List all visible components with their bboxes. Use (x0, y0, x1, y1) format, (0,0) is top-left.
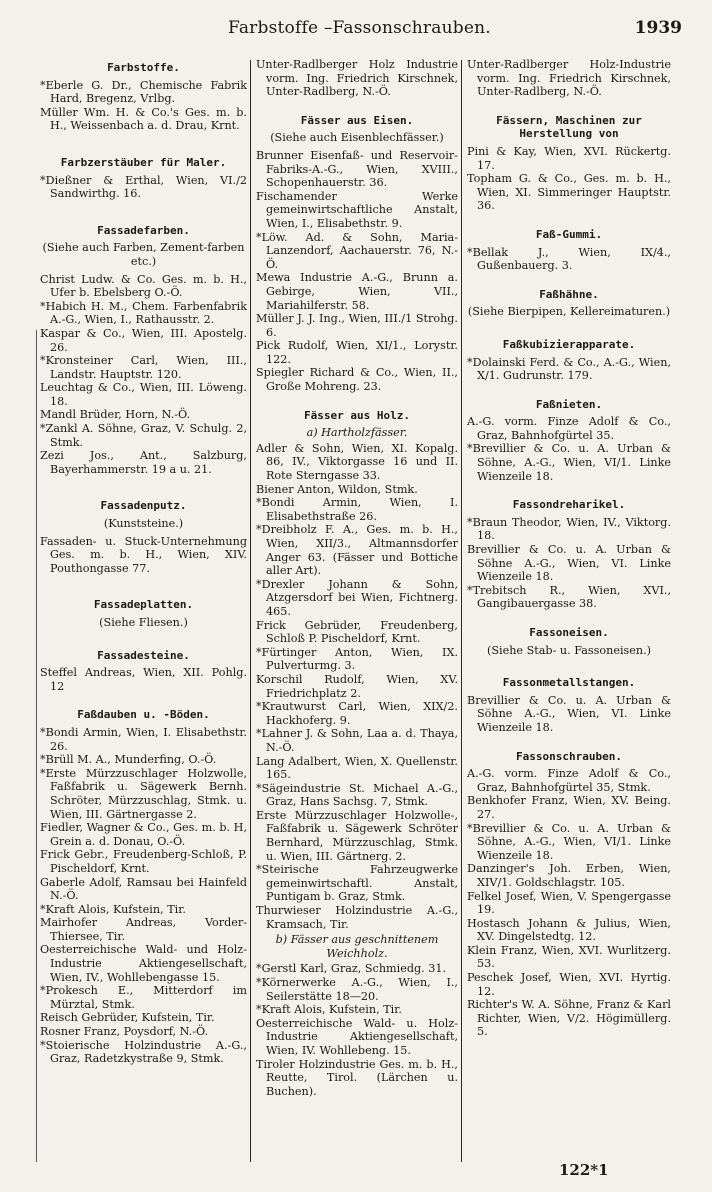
section-heading: Faßhähne. (539, 287, 599, 301)
directory-entry: *Brevillier & Co. u. A. Urban & Söhne, A.-G., Wien, VI/1. Linke Wienzeile 18. (467, 821, 671, 862)
directory-entry: Steffel Andreas, Wien, XII. Pohlg. 12 (40, 666, 247, 693)
directory-entry: Richter's W. A. Söhne, Franz & Karl Richter, Wien, V/2. Högimüllerg. 5. (467, 998, 671, 1039)
directory-entry: Rosner Franz, Poysdorf, N.-Ö. (40, 1025, 209, 1039)
directory-entry: Fassaden- u. Stuck-Unternehmung Ges. m. b. H., Wien, XIV. Pouthongasse 77. (40, 534, 247, 575)
section-note: (Siehe Bierpipen, Kellereimaturen.) (467, 305, 671, 319)
directory-entry: Spiegler Richard & Co., Wien, II., Große Mohreng. 23. (256, 366, 458, 394)
directory-entry: *Brevillier & Co. u. A. Urban & Söhne, A.-G., Wien, VI/1. Linke Wienzeile 18. (467, 442, 671, 483)
column-3 (467, 58, 671, 1182)
section-heading: Farbzerstäuber für Maler. (60, 155, 227, 169)
directory-entry: *Fürtinger Anton, Wien, IX. Pulverturmg. 3. (256, 645, 458, 673)
directory-entry: Pick Rudolf, Wien, XI/1., Lorystr. 122. (256, 339, 458, 366)
column-divider-2 (461, 60, 462, 1162)
directory-entry: Klein Franz, Wien, XVI. Wurlitzerg. 53. (467, 943, 671, 971)
section-heading: Fassadesteine. (97, 648, 190, 662)
section-note: (Siehe Fliesen.) (99, 616, 188, 629)
directory-entry: Thurwieser Holzindustrie A.-G., Kramsach, Tir. (256, 904, 458, 931)
section-heading: Fassadenputz. (100, 499, 187, 513)
directory-entry: A.-G. vorm. Finze Adolf & Co., Graz, Bahnhofgürtel 35. (467, 415, 671, 442)
section-heading: Fassadeplatten. (93, 598, 194, 612)
directory-entry: Benkhofer Franz, Wien, XV. Being. 27. (467, 794, 671, 821)
page-title: Farbstoffe –Fassonschrauben. (228, 18, 491, 38)
section-heading: Fassonschrauben. (516, 749, 622, 763)
section-note: (Siehe auch Eisenblechfässer.) (270, 131, 444, 145)
directory-entry: Oesterreichische Wald- und Holz-Industrie Aktiengesellschaft, Wien, IV., Wohllebengasse 15. (40, 943, 247, 984)
directory-entry: Kaspar & Co., Wien, III. Apostelg. 26. (40, 326, 247, 354)
directory-entry: *Bondi Armin, Wien, I. Elisabethstraße 26. (256, 496, 458, 523)
directory-entry: *Stoierische Holzindustrie A.-G., Graz, Radetzkystraße 9, Stmk. (40, 1038, 247, 1066)
directory-entry: Zezi Jos., Ant., Salzburg, Bayerhammerstr. 19 a u. 21. (40, 449, 247, 476)
directory-entry: *Bondi Armin, Wien, I. Elisabethstr. 26. (40, 725, 247, 753)
section-note: (Kunststeine.) (103, 517, 184, 531)
section-heading: Fässern, Maschinen zur Herstellung von (496, 113, 642, 141)
directory-entry: Korschil Rudolf, Wien, XV. Friedrichplatz 2. (256, 672, 458, 700)
directory-entry: Brevillier & Co. u. A. Urban & Söhne A.-G., Wien, VI. Linke Wienzeile 18. (467, 693, 671, 734)
page-number: 1939 (634, 18, 682, 38)
column-2 (256, 58, 458, 1182)
directory-entry: *Prokesch E., Mitterdorf im Mürztal, Stmk. (40, 984, 247, 1011)
printer-signature: 122*1 (559, 1161, 609, 1179)
directory-entry: Oesterreichische Wald- u. Holz-Industrie Aktiengesellschaft, Wien, IV. Wohllebeng. 15. (256, 1016, 458, 1057)
section-heading: Farbstoffe. (107, 61, 180, 74)
directory-entry: Müller Wm. H. & Co.'s Ges. m. b. H., Weissenbach a. d. Drau, Krnt. (40, 105, 247, 133)
directory-entry: *Dießner & Erthal, Wien, VI./2 Sandwirthg. 16. (40, 173, 247, 201)
directory-entry: *Kraft Alois, Kufstein, Tir. (40, 902, 186, 916)
directory-entry: Reisch Gebrüder, Kufstein, Tir. (40, 1011, 215, 1025)
directory-entry: *Gerstl Karl, Graz, Schmiedg. 31. (256, 962, 447, 976)
directory-entry: Adler & Sohn, Wien, XI. Kopalg. 86, IV., Viktorgasse 16 und II. Rote Sterngasse 33. (256, 441, 458, 483)
directory-entry: Erste Mürzzuschlager Holzwolle-, Faßfabrik u. Sägewerk Schröter Bernhard, Mürzzuschlag, Stmk. u. Wien, III. Gärtnerg. 2. (256, 808, 458, 863)
directory-entry: Lang Adalbert, Wien, X. Quellenstr. 165. (256, 754, 458, 782)
directory-entry: Frick Gebr., Freudenberg-Schloß, P. Pischeldorf, Krnt. (40, 848, 247, 875)
section-heading: Fässer aus Holz. (304, 408, 410, 422)
directory-entry: *Kronsteiner Carl, Wien, III., Landstr. Hauptstr. 120. (40, 354, 247, 381)
directory-entry: Leuchtag & Co., Wien, III. Löweng. 18. (40, 381, 247, 408)
directory-entry: Mairhofer Andreas, Vorder-Thiersee, Tir. (40, 916, 247, 943)
directory-entry: *Löw. Ad. & Sohn, Maria-Lanzendorf, Aachauerstr. 76, N.-Ö. (256, 230, 458, 271)
column-1 (40, 58, 247, 1182)
directory-entry: Brunner Eisenfaß- und Reservoir-Fabriks-A.-G., Wien, XVIII., Schopenhauerstr. 36. (256, 148, 458, 190)
directory-entry: *Bellak J., Wien, IX/4., Gußenbauerg. 3. (467, 245, 671, 273)
directory-entry: Unter-Radlberger Holz Industrie vorm. Ing. Friedrich Kirschnek, Unter-Radlberg, N.-Ö. (256, 58, 458, 99)
directory-entry: Mewa Industrie A.-G., Brunn a. Gebirge, Wien, VII., Mariahilferstr. 58. (256, 271, 458, 312)
directory-entry: Fiedler, Wagner & Co., Ges. m. b. H, Grein a. d. Donau, O.-Ö. (40, 821, 247, 848)
directory-entry: *Krautwurst Carl, Wien, XIX/2. Hackhoferg. 9. (256, 700, 458, 727)
directory-entry: *Eberle G. Dr., Chemische Fabrik Hard, Bregenz, Vrlbg. (40, 78, 247, 106)
section-note: (Siehe Stab- u. Fassoneisen.) (486, 643, 652, 657)
left-margin-rule (36, 330, 37, 1162)
directory-entry: *Drexler Johann & Sohn, Atzgersdorf bei Wien, Fichtnerg. 465. (256, 577, 458, 618)
section-heading: Fassonmetallstangen. (502, 676, 636, 690)
directory-entry: Frick Gebrüder, Freudenberg, Schloß P. Pischeldorf, Krnt. (256, 618, 458, 646)
directory-entry: Mandl Brüder, Horn, N.-Ö. (40, 408, 191, 422)
directory-entry: Danzinger's Joh. Erben, Wien, XIV/1. Goldschlagstr. 105. (467, 862, 671, 889)
directory-entry: Gaberle Adolf, Ramsau bei Hainfeld N.-Ö. (40, 875, 247, 903)
directory-entry: Müller J. J. Ing., Wien, III./1 Strohg. 6. (256, 312, 458, 339)
directory-entry: Felkel Josef, Wien, V. Spengergasse 19. (467, 889, 671, 917)
section-note: (Siehe auch Farben, Zement-farben etc.) (42, 241, 245, 268)
directory-entry: *Dolainski Ferd. & Co., A.-G., Wien, X/1. Gudrunstr. 179. (467, 355, 671, 383)
page-header (0, 12, 712, 48)
directory-entry: Brevillier & Co. u. A. Urban & Söhne A.-G., Wien, VI. Linke Wienzeile 18. (467, 543, 671, 584)
directory-entry: *Körnerwerke A.-G., Wien, I., Seilerstätte 18—20. (256, 976, 458, 1003)
directory-entry: *Braun Theodor, Wien, IV., Viktorg. 18. (467, 515, 671, 543)
subsection-label: a) Hartholzfässer. (306, 426, 408, 440)
directory-entry: Peschek Josef, Wien, XVI. Hyrtig. 12. (467, 971, 671, 998)
section-heading: Fassoneisen. (529, 626, 609, 639)
directory-entry: Fischamender Werke gemeinwirtschaftliche Anstalt, Wien, I., Elisabethstr. 9. (256, 189, 458, 230)
directory-entry: Hostasch Johann & Julius, Wien, XV. Dingelstedtg. 12. (467, 916, 671, 944)
section-heading: Faßdauben u. -Böden. (77, 708, 210, 722)
directory-entry: Christ Ludw. & Co. Ges. m. b. H., Ufer b. Ebelsberg O.-Ö. (40, 272, 247, 300)
directory-entry: *Zankl A. Söhne, Graz, V. Schulg. 2, Stmk. (40, 422, 247, 449)
section-heading: Faßnieten. (535, 397, 603, 411)
directory-entry: Pini & Kay, Wien, XVI. Rückertg. 17. (467, 144, 671, 172)
section-heading: Fässer aus Eisen. (300, 113, 414, 127)
section-heading: Faß-Gummi. (535, 227, 603, 241)
directory-entry: A.-G. vorm. Finze Adolf & Co., Graz, Bahnhofgürtel 35, Stmk. (467, 767, 671, 794)
section-heading: Fassadefarben. (97, 223, 190, 237)
directory-entry: *Erste Mürzzuschlager Holzwolle, Faßfabrik u. Sägewerk Bernh. Schröter, Mürzzuschlag, Stmk. u. Wien, III. Gärtnergasse 2. (40, 766, 247, 821)
section-heading: Faßkubizierapparate. (502, 337, 636, 351)
directory-entry: *Dreibholz F. A., Ges. m. b. H., Wien, XII/3., Altmannsdorfer Anger 63. (Fässer und Bottiche aller Art). (256, 523, 458, 578)
directory-entry: Unter-Radlberger Holz-Industrie vorm. Ing. Friedrich Kirschnek, Unter-Radlberg, N.-Ö. (467, 58, 671, 99)
directory-entry: Biener Anton, Wildon, Stmk. (256, 482, 418, 496)
directory-entry: *Lahner J. & Sohn, Laa a. d. Thaya, N.-Ö. (256, 727, 458, 754)
section-heading: Fassondreharikel. (512, 498, 626, 512)
directory-entry: *Habich H. M., Chem. Farbenfabrik A.-G., Wien, I., Rathausstr. 2. (40, 299, 247, 327)
directory-entry: Tiroler Holzindustrie Ges. m. b. H., Reutte, Tirol. (Lärchen u. Buchen). (256, 1057, 458, 1098)
directory-entry: *Trebitsch R., Wien, XVI., Gangibauergasse 38. (467, 583, 671, 611)
column-divider-1 (250, 60, 251, 1162)
subsection-label: b) Fässer aus geschnittenem Weichholz. (275, 933, 439, 960)
directory-entry: *Kraft Alois, Kufstein, Tir. (256, 1003, 402, 1017)
directory-entry: *Steirische Fahrzeugwerke gemeinwirtschaftl. Anstalt, Puntigam b. Graz, Stmk. (256, 863, 458, 904)
directory-entry: Topham G. & Co., Ges. m. b. H., Wien, XI. Simmeringer Hauptstr. 36. (467, 172, 671, 213)
directory-entry: *Sägeindustrie St. Michael A.-G., Graz, Hans Sachsg. 7, Stmk. (256, 781, 458, 809)
directory-entry: *Brüll M. A., Munderfing, O.-Ö. (40, 753, 217, 767)
